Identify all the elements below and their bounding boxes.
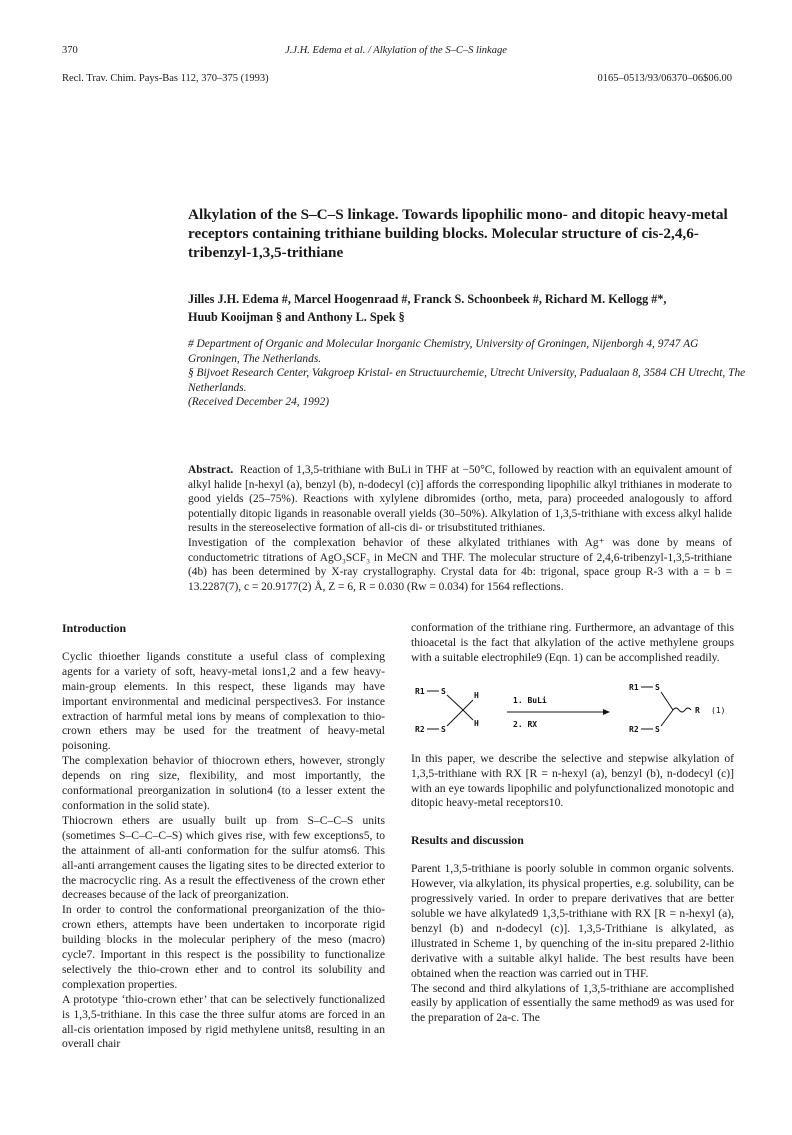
sulfur-label: S	[655, 724, 660, 734]
equation-number: (1)	[711, 705, 726, 715]
sulfur-label: S	[441, 686, 446, 696]
substituent-label: R1	[415, 686, 425, 696]
affiliation-groningen: # Department of Organic and Molecular Inorganic Chemistry, University of Groningen, Nijenborgh 4, 9747 AG Groningen, The Netherlands.	[188, 338, 699, 365]
left-column	[62, 621, 385, 1052]
sulfur-label: S	[655, 682, 660, 692]
alkyl-group-label: R	[695, 705, 700, 715]
abstract-paragraph	[188, 463, 732, 536]
body-paragraph: conformation of the trithiane ring. Furthermore, an advantage of this thioacetal is the fact that alkylation of the active methylene groups with a suitable electrophile9 (Eqn. 1) can be accomplished readily.	[411, 621, 734, 664]
author-list	[188, 291, 748, 326]
running-title: J.J.H. Edema et al. / Alkylation of the S–C–S linkage	[285, 45, 507, 56]
issn-code: 0165–0513/93/06370–06$06.00	[597, 73, 732, 84]
affiliation-utrecht: § Bijvoet Research Center, Vakgroep Kristal- en Structuurchemie, Utrecht University, Padualaan 8, 3584 CH Utrecht, The Netherlands.	[188, 367, 746, 394]
author-line: Jilles J.H. Edema #, Marcel Hoogenraad #, Franck S. Schoonbeek #, Richard M. Kellogg #*,	[188, 292, 667, 306]
body-paragraph: In order to control the conformational preorganization of the thio-crown ethers, attempts have been undertaken to incorporate rigid building blocks in the molecular periphery of the meso (macro) cycle7. Important in this respect is the possibility to functionalize selectively the thio-crown ether and to control its solubility and complexation properties.	[62, 903, 385, 991]
body-paragraph: Cyclic thioether ligands constitute a useful class of complexing agents for a variety of soft, heavy-metal ions1,2 and a few heavy-main-group elements. In this respect, these ligands may have important environmental and medicinal perspectives3. For instance extraction of harmful metal ions by means of complexation to thio-crown ethers may be used for the treatment of heavy-metal poisoning.	[62, 649, 385, 753]
article-title: Alkylation of the S–C–S linkage. Towards lipophilic mono- and ditopic heavy-metal receptors containing trithiane building blocks. Molecular structure of cis-2,4,6-tribenzyl-1,3,5-trithiane	[188, 206, 728, 261]
hydrogen-label: H	[474, 718, 479, 728]
body-paragraph: The second and third alkylations of 1,3,5-trithiane are accomplished easily by application of essentially the same method9 as was used for the preparation of 2a-c. The	[411, 981, 734, 1025]
sulfur-label: S	[441, 724, 446, 734]
journal-citation: Recl. Trav. Chim. Pays-Bas 112, 370–375 (1993)	[62, 73, 269, 84]
author-line: Huub Kooijman § and Anthony L. Spek §	[188, 309, 405, 324]
body-paragraph: In this paper, we describe the selective and stepwise alkylation of 1,3,5-trithiane with RX [R = n-hexyl (a), benzyl (b), n-dodecyl (c)] with an eye towards lipophilic and polyfunctionalized monotopic and ditopic heavy-metal receptors10.	[411, 751, 734, 810]
body-paragraph: A prototype ‘thio-crown ether’ that can be selectively functionalized is 1,3,5-trithiane. In this case the three sulfur atoms are forced in an all-cis orientation imposed by rigid methylene units8, resulting in an overall chair	[62, 992, 385, 1051]
substituent-label: R2	[415, 724, 425, 734]
affiliations	[188, 337, 748, 410]
body-paragraph: Parent 1,3,5-trithiane is poorly soluble in common organic solvents. However, via alkylation, its physical properties, e.g. solubility, can be progressively varied. In order to prepare derivatives that are better soluble we have alkylated9 1,3,5-trithiane with RX [R = n-hexyl (a), benzyl (b) and n-dodecyl (c)]. 1,3,5-Trithiane is alkylated, as illustrated in Scheme 1, by quenching of the in-situ prepared 2-lithio derivative with a suitable alkyl halide. The best results have been obtained when the reaction was carried out in THF.	[411, 862, 735, 980]
substituent-label: R1	[629, 682, 639, 692]
body-paragraph: The complexation behavior of thiocrown ethers, however, strongly depends on ring size, flexibility, and most importantly, the conformational preorganization in solution4 (to a lesser extent the conformation in the solid state).	[62, 754, 385, 812]
reaction-scheme-drawing	[411, 676, 734, 746]
abstract-text: Reaction of 1,3,5-trithiane with BuLi in THF at −50°C, followed by reaction with an equivalent amount of alkyl halide [n-hexyl (a), benzyl (b), n-dodecyl (c)] affords the corresponding lipophilic alkyl trithianes in moderate to good yields (25–75%). Reactions with xylylene dibromides (ortho, meta, para) proceeded analogously to afford potentially ditopic ligands in reasonable overall yields (30–50%). Alkylation of 1,3,5-trithiane with excess alkyl halide results in the stereoselective formation of all-cis di- or trisubstituted trithianes.	[188, 464, 732, 535]
reagent-step-2: 2. RX	[513, 719, 538, 729]
reaction-scheme	[411, 676, 734, 746]
abstract-paragraph: Investigation of the complexation behavior of these alkylated trithianes with Ag⁺ was done by means of conductometric titrations of AgO₃SCF₃ in MeCN and THF. The molecular structure of 2,4,6-tribenzyl-1,3,5-trithiane (4b) has been determined by X-ray crystallography. Crystal data for 4b: trigonal, space group R-3 with a = b = 13.2287(7), c = 20.9177(2) Å, Z = 6, R = 0.030 (Rw = 0.034) for 1564 reflections.	[188, 536, 732, 593]
abstract-label: Abstract.	[188, 464, 234, 476]
body-paragraph: Thiocrown ethers are usually built up from S–C–C–S units (sometimes S–C–C–C–S) which gives rise, with few exceptions5, to the attainment of all-anti conformation for the sulfur atoms6. This all-anti arrangement causes the ligating sites to be directed exterior to the macrocyclic ring. As a result the effectiveness of the crown ether decreases because of the lack of preorganization.	[62, 813, 385, 902]
reagent-step-1: 1. BuLi	[513, 695, 547, 705]
substituent-label: R2	[629, 724, 639, 734]
citation-line	[62, 73, 732, 84]
received-date: (Received December 24, 1992)	[188, 396, 330, 409]
section-heading-results: Results and discussion	[411, 833, 524, 848]
section-heading-introduction: Introduction	[62, 621, 127, 635]
hydrogen-label: H	[474, 690, 479, 700]
right-column	[411, 621, 734, 1026]
abstract	[188, 463, 732, 594]
page-number: 370	[62, 45, 78, 56]
